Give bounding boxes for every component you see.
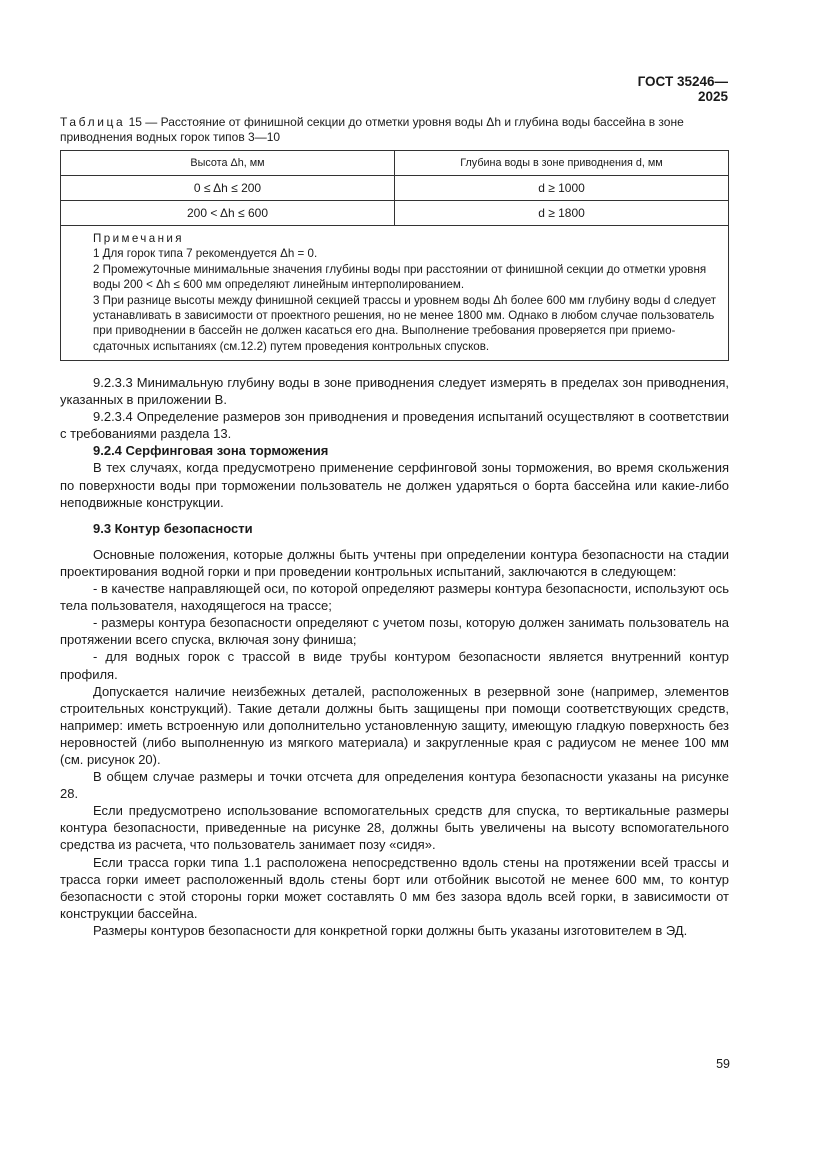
paragraph: В общем случае размеры и точки отсчета для определения контура безопасности указаны на рисунке 28. [60,769,729,802]
table-caption-text: 15 — Расстояние от финишной секции до отметки уровня воды Δh и глубина воды бассейна в зоне приводнения водных горок типов 3—10 [60,115,684,144]
list-item: - в качестве направляющей оси, по которой определяют размеры контура безопасности, используют ось тела пользователя, находящегося на трассе; [60,581,729,614]
column-header-height: Высота Δh, мм [61,151,395,176]
table-header-row [61,151,729,176]
table-row [61,201,729,226]
paragraph: Если предусмотрено использование вспомогательных средств для спуска, то вертикальные размеры контура безопасности, приведенные на рисунке 28, должны быть увеличены на высоту вспомогательного средства из расчета, что пользователь занимает позу «сидя». [60,803,729,853]
list-item: - для водных горок с трассой в виде трубы контуром безопасности является внутренний контур профиля. [60,649,729,682]
table-caption-label: Таблица [60,115,126,129]
note-item: 1 Для горок типа 7 рекомендуется Δh = 0. [93,247,318,261]
column-header-depth: Глубина воды в зоне приводнения d, мм [395,151,729,176]
table-notes [61,226,729,361]
table-caption [60,115,730,145]
table-notes-row [61,226,729,361]
table-cell: 0 ≤ Δh ≤ 200 [61,176,395,201]
section-heading: 9.2.4 Серфинговая зона торможения [93,443,329,459]
note-item: 2 Промежуточные минимальные значения глубины воды при расстоянии от финишной секции до отметки уровня воды 200 < Δh ≤ 600 мм определяют линейным интерполированием. [93,262,707,292]
paragraph: Допускается наличие неизбежных деталей, расположенных в резервной зоне (например, элементов строительных конструкций). Такие детали должны быть защищены при помощи соответствующих средств, например: иметь встроенную или дополнительно установленную защиту, имеющую гладкую поверхность без неровностей (либо выполненную из мягкого материала) и закругленные края с радиусом не менее 100 мм (см. рисунок 20). [60,683,729,767]
paragraph: Если трасса горки типа 1.1 расположена непосредственно вдоль стены на протяжении всей трассы и трасса горки имеет расположенный вдоль стены борт или отбойник высотой не менее 600 мм, то контур безопасности с этой стороны горки может составлять 0 мм без зазора вдоль всей горки, в зависимости от конструкции бассейна. [60,854,729,921]
page-number: 59 [716,1057,730,1071]
paragraph: В тех случаях, когда предусмотрено применение серфинговой зоны торможения, во время скольжения по поверхности воды при торможении пользователь не должен ударяться о борта бассейна или какие-либо неподвижные конструкции. [60,460,729,510]
table-cell: d ≥ 1800 [395,201,729,226]
list-item: - размеры контура безопасности определяют с учетом позы, которую должен занимать пользователь на протяжении всего спуска, включая зону финиша; [60,615,729,648]
table-cell: d ≥ 1000 [395,176,729,201]
notes-title: Примечания [93,232,184,245]
depth-table [60,150,729,361]
paragraph: Основные положения, которые должны быть учтены при определении контура безопасности на стадии проектирования водной горки и при проведении контрольных испытаний, заключаются в следующем: [60,546,729,579]
table-row [61,176,729,201]
body-text [60,374,729,939]
section-heading: 9.3 Контур безопасности [93,520,253,536]
paragraph: 9.2.3.3 Минимальную глубину воды в зоне приводнения следует измерять в пределах зон приводнения, указанных в приложении В. [60,375,729,408]
paragraph: Размеры контуров безопасности для конкретной горки должны быть указаны изготовителем в ЭД. [93,922,688,938]
table-cell: 200 < Δh ≤ 600 [61,201,395,226]
note-item: 3 При разнице высоты между финишной секцией трассы и уровнем воды Δh более 600 мм глубину воды d следует устанавливать в зависимости от проектного решения, но не менее 1800 мм. Однако в любом случае пользователь при приводнении в бассейн не должен касаться его дна. Выполнение требования проверяется при приемо-сдаточных испытаниях (см.12.2) путем проведения контрольных спусков. [93,293,717,353]
paragraph: 9.2.3.4 Определение размеров зон приводнения и проведения испытаний осуществляют в соответствии с требованиями раздела 13. [60,409,729,442]
document-header: ГОСТ 35246—2025 [637,74,728,104]
